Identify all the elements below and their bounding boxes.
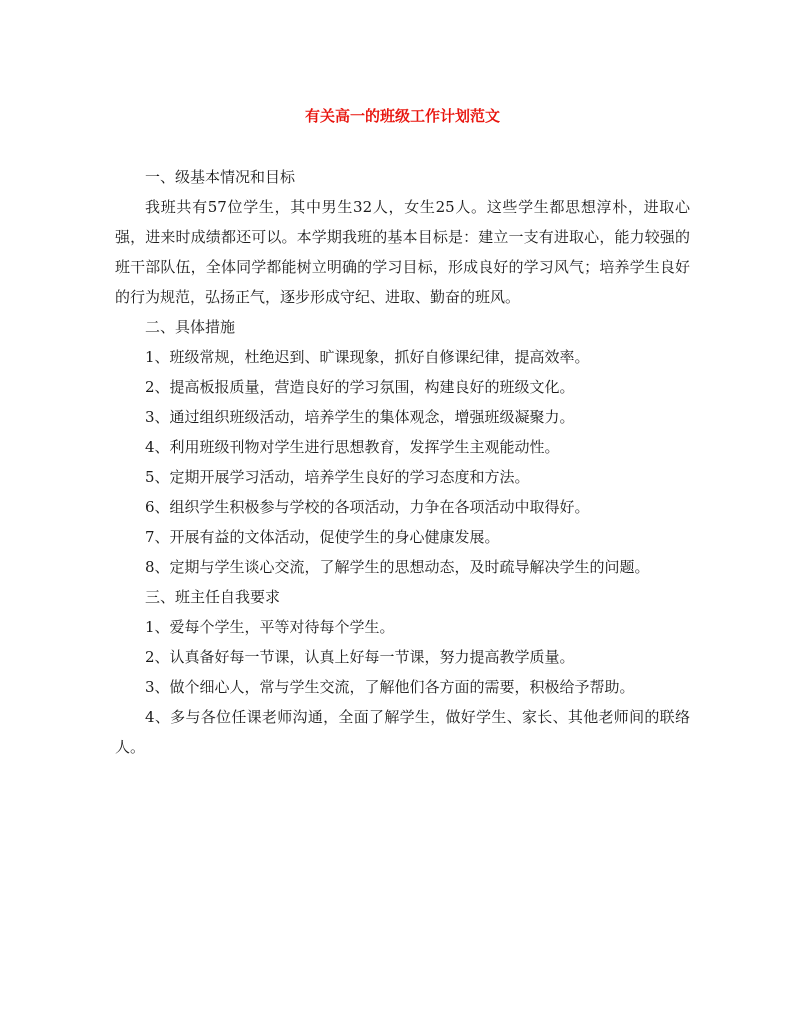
- list-item-measure-7: 7、开展有益的文体活动，促使学生的身心健康发展。: [145, 528, 500, 546]
- list-item-measure-4: 4、利用班级刊物对学生进行思想教育，发挥学生主观能动性。: [145, 438, 560, 456]
- list-item-measure-5: 5、定期开展学习活动，培养学生良好的学习态度和方法。: [145, 468, 530, 486]
- paragraph-class-overview: 我班共有57位学生，其中男生32人，女生25人。这些学生都思想淳朴，进取心强，进来时成绩都还可以。本学期我班的基本目标是：建立一支有进取心，能力较强的班干部队伍，全体同学都能树立明确的学习目标，形成良好的学习风气；培养学生良好的行为规范，弘扬正气，逐步形成守纪、进取、勤奋的班风。: [115, 198, 690, 306]
- section-heading-goals: 一、级基本情况和目标: [145, 168, 296, 186]
- document-title: 有关高一的班级工作计划范文: [304, 107, 500, 125]
- list-item-measure-3: 3、通过组织班级活动，培养学生的集体观念，增强班级凝聚力。: [145, 408, 575, 426]
- list-item-measure-1: 1、班级常规，杜绝迟到、旷课现象，抓好自修课纪律，提高效率。: [145, 348, 590, 366]
- list-item-requirement-2: 2、认真备好每一节课，认真上好每一节课，努力提高教学质量。: [145, 648, 575, 666]
- list-item-measure-2: 2、提高板报质量，营造良好的学习氛围，构建良好的班级文化。: [145, 378, 575, 396]
- section-heading-self-requirements: 三、班主任自我要求: [145, 588, 281, 606]
- document-body: [115, 162, 690, 762]
- document-page: [115, 0, 690, 1035]
- list-item-requirement-4: 4、多与各位任课老师沟通，全面了解学生，做好学生、家长、其他老师间的联络人。: [115, 708, 690, 756]
- section-heading-measures: 二、具体措施: [145, 318, 236, 336]
- list-item-measure-8: 8、定期与学生谈心交流，了解学生的思想动态，及时疏导解决学生的问题。: [145, 558, 650, 576]
- list-item-measure-6: 6、组织学生积极参与学校的各项活动，力争在各项活动中取得好。: [145, 498, 590, 516]
- list-item-requirement-1: 1、爱每个学生，平等对待每个学生。: [145, 618, 395, 636]
- list-item-requirement-3: 3、做个细心人，常与学生交流，了解他们各方面的需要，积极给予帮助。: [145, 678, 635, 696]
